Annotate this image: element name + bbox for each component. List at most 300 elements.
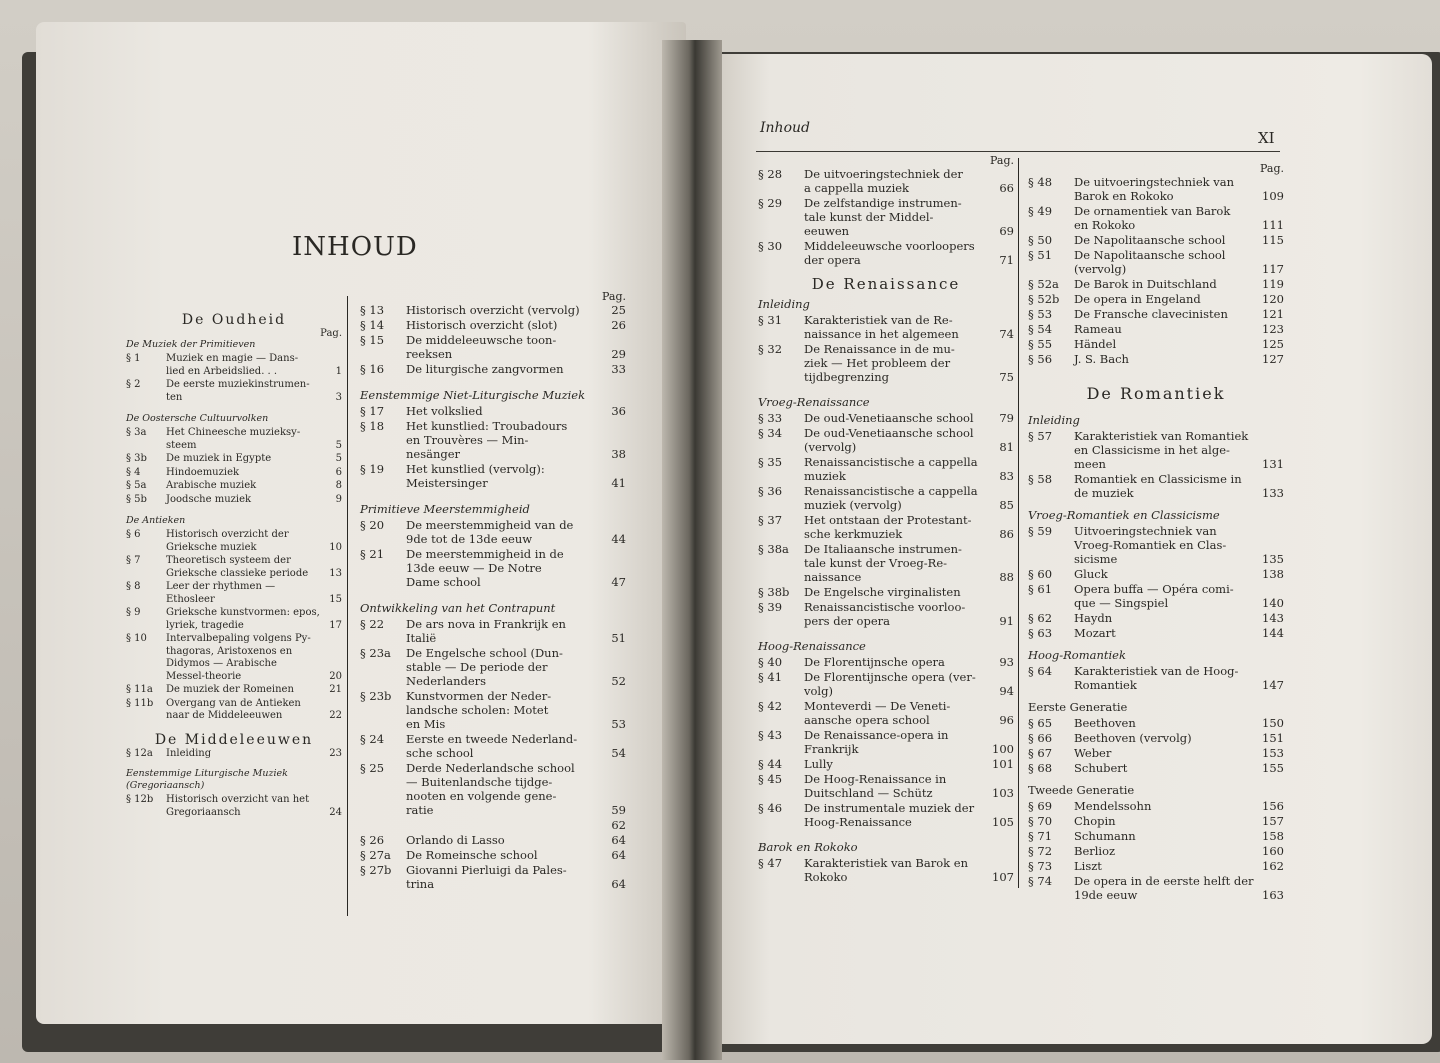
toc-entry-title: De Napolitaansche school [1074,233,1226,247]
toc-entry-title: De oud-Venetiaansche school (vervolg) [804,426,974,454]
toc-entry-number: § 44 [758,757,783,771]
toc-entry-number: § 35 [758,455,783,469]
toc-entry-title: De Engelsche virginalisten [804,585,961,599]
toc-entry[interactable] [758,196,1014,238]
toc-entry[interactable] [126,529,342,554]
toc-entry-title: Schumann [1074,829,1136,843]
toc-entry[interactable] [1028,859,1284,873]
toc-entry[interactable] [1028,204,1284,232]
toc-entry-page: 1 [335,365,342,377]
toc-entry-page: 38 [611,447,626,461]
toc-entry-number: § 2 [126,379,141,390]
toc-entry-page: 94 [999,684,1014,698]
toc-entry-page: 9 [335,493,342,505]
toc-entry[interactable] [126,555,342,580]
toc-entry[interactable] [1028,746,1284,760]
toc-entry-title: De Barok in Duitschland [1074,277,1217,291]
toc-entry-title: De meerstemmigheid in de 13de eeuw — De Notre Dame school [406,547,564,589]
toc-entry[interactable] [126,427,342,452]
toc-entry-title: Renaissancistische voorloo- pers der opera [804,600,966,628]
toc-entry-number: § 27b [360,863,392,877]
toc-entry[interactable] [758,728,1014,756]
toc-entry[interactable] [126,633,342,683]
toc-entry-title: Mozart [1074,626,1116,640]
toc-entry-number: § 46 [758,801,783,815]
toc-entry[interactable] [758,239,1014,267]
toc-entry-page: 47 [611,575,626,589]
toc-entry-title: Schubert [1074,761,1128,775]
toc-section [758,840,1014,884]
toc-entry[interactable] [1028,429,1284,471]
toc-entry[interactable] [126,453,342,466]
toc-entry-page: 163 [1262,888,1284,902]
toc-entry-page: 125 [1262,337,1284,351]
toc-entry[interactable] [360,833,626,847]
toc-entry[interactable] [360,732,626,760]
toc-entry[interactable] [1028,292,1284,306]
toc-entry-page: 74 [999,327,1014,341]
toc-entry[interactable] [126,684,342,697]
toc-entry-number: § 48 [1028,175,1053,189]
col2-sections [360,303,626,891]
toc-entry-page: 10 [329,541,342,553]
toc-entry[interactable] [1028,524,1284,566]
toc-entry-title: De Engelsche school (Dun- stable — De periode der Nederlanders [406,646,563,688]
toc-entry[interactable] [1028,352,1284,366]
toc-entry[interactable] [758,655,1014,669]
toc-entry[interactable] [1028,248,1284,276]
toc-entry-number: § 49 [1028,204,1053,218]
toc-entry-number: § 24 [360,732,385,746]
toc-section-label: Eenstemmige Niet-Liturgische Muziek [360,388,586,402]
toc-entry-number: § 59 [1028,524,1053,538]
toc-entry-page: 83 [999,469,1014,483]
toc-entry[interactable] [1028,567,1284,581]
toc-entry[interactable] [360,646,626,688]
toc-entry-page: 160 [1262,844,1284,858]
toc-entry[interactable] [758,856,1014,884]
toc-entry-page: 85 [999,498,1014,512]
toc-entry-number: § 13 [360,303,385,317]
toc-entry-page: 69 [999,224,1014,238]
toc-entry-number: § 16 [360,362,385,376]
toc-entry-page: 117 [1262,262,1284,276]
toc-entry-page: 153 [1262,746,1284,760]
toc-entry-number: § 71 [1028,829,1053,843]
left-column-rule [347,296,348,916]
toc-entry[interactable] [1028,844,1284,858]
toc-section [126,413,342,506]
toc-entry[interactable] [360,518,626,546]
toc-entry-number: § 42 [758,699,783,713]
toc-entry[interactable] [1028,664,1284,692]
toc-section-label: Tweede Generatie [1028,783,1135,797]
header-rule [756,151,1280,152]
col1-sections [758,167,1014,267]
toc-entry[interactable] [360,848,626,862]
toc-entry-title: De ornamentiek van Barok en Rokoko [1074,204,1231,232]
toc-entry[interactable] [360,333,626,361]
section-heading-middeleeuwen: De Middeleeuwen [154,731,314,748]
toc-entry-title: Händel [1074,337,1117,351]
toc-entry[interactable] [126,467,342,480]
toc-entry[interactable] [126,794,342,819]
toc-entry-page: 150 [1262,716,1284,730]
toc-entry-number: § 57 [1028,429,1053,443]
toc-entry[interactable] [126,748,342,761]
toc-section [1028,413,1284,500]
toc-entry-number: § 55 [1028,337,1053,351]
toc-section [126,768,342,819]
toc-entry[interactable] [360,318,626,332]
toc-entry[interactable] [758,801,1014,829]
toc-entry-page: 22 [329,710,342,721]
toc-entry-title: Orlando di Lasso [406,833,505,847]
toc-entry-title: Romantiek en Classicisme in de muziek [1074,472,1242,500]
toc-entry-title: De meerstemmigheid van de 9de tot de 13de eeuw [406,518,574,546]
toc-entry-number: § 10 [126,633,147,644]
toc-entry-title: Karakteristiek van Barok en Rokoko [804,856,968,884]
toc-entry-title: Haydn [1074,611,1113,625]
toc-entry-title: Chopin [1074,814,1116,828]
toc-section-label: Hoog-Renaissance [758,639,866,653]
col2-sections [1028,175,1284,366]
toc-entry[interactable] [360,404,626,418]
left-page-col2 [360,290,626,903]
toc-section-label: Vroeg-Renaissance [758,395,870,409]
toc-entry[interactable] [758,167,1014,195]
toc-entry-number: § 69 [1028,799,1053,813]
toc-section [758,297,1014,384]
toc-entry-page: 158 [1262,829,1284,843]
section-heading-romantiek: De Romantiek [1086,384,1226,403]
toc-entry[interactable] [1028,337,1284,351]
toc-entry-page: 103 [992,786,1014,800]
toc-section [758,167,1014,267]
toc-entry-title: Karakteristiek van Romantiek en Classicisme in het alge- meen [1074,429,1249,471]
toc-entry-number: § 29 [758,196,783,210]
toc-entry-title: Eerste en tweede Nederland- sche school [406,732,578,760]
toc-section-label: Vroeg-Romantiek en Classicisme [1028,508,1220,522]
toc-entry[interactable] [126,581,342,606]
toc-entry[interactable] [360,617,626,645]
toc-entry-title: Rameau [1074,322,1122,336]
toc-entry-number: § 25 [360,761,385,775]
right-page-col2 [1028,162,1284,910]
toc-entry[interactable] [758,513,1014,541]
toc-entry-number: § 38b [758,585,790,599]
toc-section-label: Primitieve Meerstemmigheid [360,502,530,516]
toc-entry-title: De opera in de eerste helft der 19de eeuw [1074,874,1254,902]
toc-entry-number: § 26 [360,833,385,847]
toc-entry-number: § 12a [126,747,153,759]
toc-entry-page: 26 [611,318,626,332]
toc-entry-number: § 38a [758,542,789,556]
toc-entry-number: § 6 [126,529,141,540]
toc-entry-title: De Florentijnsche opera (ver- volg) [804,670,976,698]
toc-entry-page: 144 [1262,626,1284,640]
toc-entry[interactable] [1028,626,1284,640]
toc-entry[interactable] [360,689,626,731]
toc-entry-number: § 23b [360,689,392,703]
toc-entry[interactable] [758,699,1014,727]
section-heading-oudheid: De Oudheid [181,312,287,328]
col1-sections2 [126,748,342,820]
toc-entry[interactable] [758,772,1014,800]
toc-entry[interactable] [360,462,626,490]
toc-entry-number: § 11a [126,684,153,695]
toc-section [360,601,626,891]
toc-entry[interactable] [1028,716,1284,730]
toc-entry-number: § 52b [1028,292,1060,306]
toc-entry-page: 17 [329,619,342,631]
toc-entry-title: Intervalbepaling volgens Py- thagoras, Aristoxenos en Didymos — Arabische Messel-theorie [166,633,311,682]
toc-entry-page: 135 [1262,552,1284,566]
toc-entry[interactable] [758,600,1014,628]
toc-entry-page: 81 [999,440,1014,454]
toc-entry[interactable] [1028,829,1284,843]
toc-section [1028,175,1284,366]
toc-entry-page: 96 [999,713,1014,727]
toc-section-label: De Muziek der Primitieven [126,339,256,350]
toc-entry[interactable] [758,542,1014,584]
col2-sections2 [1028,413,1284,902]
toc-entry[interactable] [126,494,342,507]
toc-entry[interactable] [758,585,1014,599]
toc-entry[interactable] [360,818,626,832]
toc-entry[interactable] [360,419,626,461]
toc-entry-page: 29 [611,347,626,361]
toc-entry-page: 5 [335,439,342,451]
page-title: INHOUD [292,232,418,262]
toc-entry-number: § 5b [126,493,147,505]
toc-entry-title: De Florentijnsche opera [804,655,945,669]
toc-entry-title: De muziek in Egypte [166,453,272,464]
toc-entry-page: 52 [611,674,626,688]
toc-entry[interactable] [1028,277,1284,291]
toc-entry[interactable] [1028,472,1284,500]
toc-entry-page: 75 [999,370,1014,384]
toc-entry-number: § 60 [1028,567,1053,581]
toc-entry[interactable] [1028,175,1284,203]
toc-entry[interactable] [758,313,1014,341]
toc-entry-title: Historisch overzicht (slot) [406,318,558,332]
toc-entry-title: De opera in Engeland [1074,292,1201,306]
toc-entry-page: 13 [329,567,342,579]
toc-entry-page: 3 [335,391,342,403]
toc-entry-number: § 52a [1028,277,1059,291]
toc-entry-number: § 37 [758,513,783,527]
pag-label: Pag. [601,290,626,303]
toc-entry-title: De middeleeuwsche toon- reeksen [406,333,557,361]
toc-entry[interactable] [1028,582,1284,610]
col1-sections [126,339,342,723]
toc-entry-title: Leer der rhythmen — Ethosleer [166,581,276,605]
toc-section-label: Eenstemmige Liturgische Muziek (Gregoriaansch) [126,768,288,791]
toc-entry-page: 15 [329,593,342,605]
toc-entry-page: 59 [611,803,626,817]
toc-entry-number: § 41 [758,670,783,684]
toc-section [1028,700,1284,775]
toc-entry-title: J. S. Bach [1074,352,1129,366]
toc-entry-title: Beethoven (vervolg) [1074,731,1192,745]
toc-entry-page: 24 [329,806,342,818]
toc-entry-title: Lully [804,757,833,771]
toc-entry-title: Monteverdi — De Veneti- aansche opera school [804,699,951,727]
toc-entry-page: 41 [611,476,626,490]
toc-entry-number: § 68 [1028,761,1053,775]
pag-label: Pag. [989,154,1014,167]
toc-entry[interactable] [1028,611,1284,625]
toc-entry-title: De oud-Venetiaansche school [804,411,974,425]
toc-entry-title: De muziek der Romeinen [166,684,294,695]
toc-entry-page: 51 [611,631,626,645]
toc-entry-page: 111 [1262,218,1284,232]
toc-entry[interactable] [1028,874,1284,902]
toc-entry[interactable] [758,411,1014,425]
toc-entry[interactable] [1028,814,1284,828]
toc-entry-title: Giovanni Pierluigi da Pales- trina [406,863,567,891]
toc-section-label: Barok en Rokoko [758,840,858,854]
toc-entry[interactable] [1028,799,1284,813]
toc-entry-title: Liszt [1074,859,1102,873]
toc-entry-page: 131 [1262,457,1284,471]
toc-section-label: De Oostersche Cultuurvolken [126,413,269,424]
toc-entry-number: § 5a [126,480,147,491]
toc-entry-number: § 66 [1028,731,1053,745]
toc-entry[interactable] [360,303,626,317]
toc-entry[interactable] [758,342,1014,384]
toc-entry-number: § 36 [758,484,783,498]
toc-section [360,388,626,490]
toc-entry[interactable] [126,607,342,632]
toc-section [758,395,1014,628]
toc-entry-title: Karakteristiek van de Hoog- Romantiek [1074,664,1239,692]
toc-entry-number: § 72 [1028,844,1053,858]
toc-entry-number: § 3a [126,427,147,438]
toc-entry-title: Grieksche kunstvormen: epos, lyriek, tragedie [166,607,320,631]
toc-entry-page: 157 [1262,814,1284,828]
toc-entry[interactable] [126,698,342,723]
toc-entry-title: Muziek en magie — Dans- lied en Arbeidslied. . . [166,353,299,377]
toc-entry-page: 100 [992,742,1014,756]
toc-entry-number: § 20 [360,518,385,532]
toc-entry-title: Uitvoeringstechniek van Vroeg-Romantiek en Clas- sicisme [1074,524,1227,566]
toc-entry-number: § 62 [1028,611,1053,625]
toc-entry[interactable] [360,547,626,589]
toc-entry-title: Het kunstlied: Troubadours en Trouvères — Min- nesänger [406,419,568,461]
toc-entry-title: De zelfstandige instrumen- tale kunst der Middel- eeuwen [804,196,962,238]
toc-entry-number: § 50 [1028,233,1053,247]
toc-entry-title: De liturgische zangvormen [406,362,564,376]
toc-entry-number: § 40 [758,655,783,669]
toc-entry-title: Joodsche muziek [166,493,252,505]
toc-entry[interactable] [1028,322,1284,336]
toc-entry[interactable] [1028,731,1284,745]
toc-section-label: Eerste Generatie [1028,700,1128,714]
toc-entry[interactable] [1028,761,1284,775]
toc-entry[interactable] [360,761,626,817]
book-spine-gutter [662,40,722,1060]
toc-entry-title: Weber [1074,746,1112,760]
toc-entry-title: Historisch overzicht (vervolg) [406,303,580,317]
toc-entry-title: Inleiding [166,747,212,759]
toc-entry-number: § 39 [758,600,783,614]
toc-entry[interactable] [758,426,1014,454]
toc-entry-page: 64 [611,833,626,847]
toc-entry-number: § 56 [1028,352,1053,366]
toc-entry-title: De Romeinsche school [406,848,538,862]
toc-entry-page: 66 [999,181,1014,195]
toc-entry-title: Mendelssohn [1074,799,1152,813]
toc-entry[interactable] [1028,233,1284,247]
toc-entry-number: § 14 [360,318,385,332]
toc-entry-number: § 8 [126,581,141,592]
toc-section-label: Inleiding [758,297,810,311]
toc-entry[interactable] [126,480,342,493]
toc-entry[interactable] [360,863,626,891]
toc-entry-page: 143 [1262,611,1284,625]
toc-entry-title: Historisch overzicht van het Gregoriaansch [166,794,310,818]
toc-section [126,748,342,761]
toc-entry-number: § 43 [758,728,783,742]
toc-entry[interactable] [758,484,1014,512]
toc-entry-number: § 67 [1028,746,1053,760]
toc-entry-page: 115 [1262,233,1284,247]
toc-entry[interactable] [758,670,1014,698]
toc-entry-number: § 73 [1028,859,1053,873]
toc-entry-number: § 74 [1028,874,1053,888]
toc-entry-page: 54 [611,746,626,760]
toc-entry-page: 71 [999,253,1014,267]
toc-entry-page: 140 [1262,596,1284,610]
toc-entry-number: § 31 [758,313,783,327]
toc-entry[interactable] [126,353,342,378]
toc-entry[interactable] [126,379,342,404]
toc-entry[interactable] [360,362,626,376]
toc-entry-title: De Napolitaansche school (vervolg) [1074,248,1226,276]
toc-entry-title: Gluck [1074,567,1108,581]
toc-entry-number: § 3b [126,453,147,464]
toc-entry-title: Beethoven [1074,716,1136,730]
toc-entry-title: De uitvoeringstechniek der a cappella muziek [804,167,963,195]
toc-entry-title: Theoretisch systeem der Grieksche classieke periode [166,555,309,579]
toc-entry[interactable] [758,455,1014,483]
toc-entry-number: § 32 [758,342,783,356]
toc-entry-title: Historisch overzicht der Grieksche muziek [166,529,289,553]
toc-entry-page: 127 [1262,352,1284,366]
toc-entry-page: 162 [1262,859,1284,873]
toc-entry-page: 5 [335,453,342,464]
page-number: XI [1258,129,1275,147]
toc-entry-title: De Renaissance-opera in Frankrijk [804,728,949,756]
toc-entry[interactable] [1028,307,1284,321]
toc-entry-number: § 45 [758,772,783,786]
toc-entry-number: § 47 [758,856,783,870]
toc-entry[interactable] [758,757,1014,771]
toc-entry-title: De ars nova in Frankrijk en Italië [406,617,566,645]
toc-entry-title: Het volkslied [406,404,483,418]
toc-section-label: De Antieken [126,515,186,526]
toc-entry-page: 64 [611,848,626,862]
toc-section [1028,648,1284,692]
toc-entry-number: § 53 [1028,307,1053,321]
left-page-col1 [126,312,342,827]
toc-entry-page: 44 [611,532,626,546]
toc-entry-number: § 70 [1028,814,1053,828]
toc-entry-title: Karakteristiek van de Re- naissance in het algemeen [804,313,959,341]
toc-entry-title: Het kunstlied (vervolg): Meistersinger [406,462,545,490]
